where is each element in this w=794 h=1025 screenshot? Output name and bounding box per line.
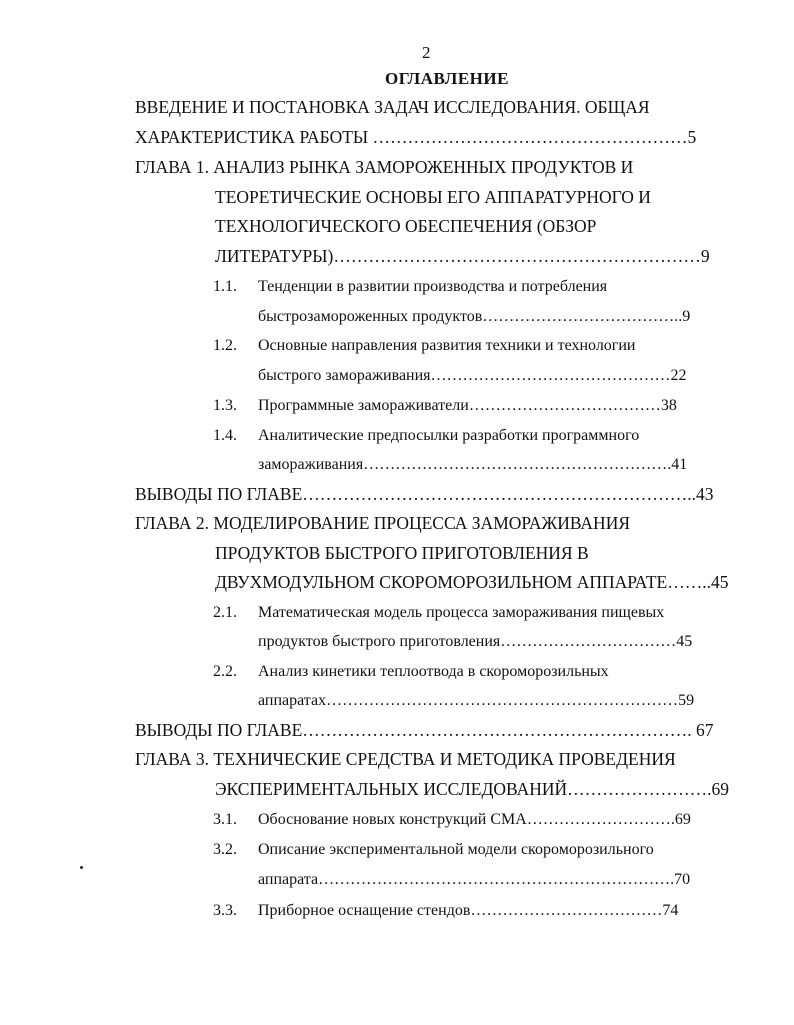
toc-line-chapter-1-cont: ЛИТЕРАТУРЫ)………………………………………………………9 bbox=[215, 246, 710, 266]
toc-line-section-3-3: Приборное оснащение стендов………………………………74 bbox=[258, 902, 679, 919]
toc-section-number: 1.4. bbox=[213, 427, 237, 444]
toc-line-conclusions-2: ВЫВОДЫ ПО ГЛАВЕ…………………………………………………………. 67 bbox=[135, 720, 714, 740]
toc-line-chapter-3: ГЛАВА 3. ТЕХНИЧЕСКИЕ СРЕДСТВА И МЕТОДИКА ПРОВЕДЕНИЯ bbox=[135, 749, 676, 769]
toc-line-introduction: ВВЕДЕНИЕ И ПОСТАНОВКА ЗАДАЧ ИССЛЕДОВАНИЯ. ОБЩАЯ bbox=[135, 97, 650, 117]
toc-section-number: 2.2. bbox=[213, 663, 237, 680]
toc-line-section-1-1-cont: быстрозамороженных продуктов………………………………..9 bbox=[258, 308, 691, 325]
scan-speck bbox=[80, 866, 83, 869]
toc-section-number: 3.2. bbox=[213, 841, 237, 858]
toc-line-chapter-2-cont: ДВУХМОДУЛЬНОМ СКОРОМОРОЗИЛЬНОМ АППАРАТЕ……..45 bbox=[215, 572, 729, 592]
toc-line-chapter-1-cont: ТЕОРЕТИЧЕСКИЕ ОСНОВЫ ЕГО АППАРАТУРНОГО И bbox=[215, 187, 651, 207]
toc-line-section-1-3: Программные замораживатели………………………………38 bbox=[258, 397, 677, 414]
toc-line-section-2-2: Анализ кинетики теплоотвода в скороморозильных bbox=[258, 663, 609, 680]
toc-line-section-3-1: Обоснование новых конструкций СМА……………………….69 bbox=[258, 811, 691, 828]
toc-line-section-1-4-cont: замораживания………………………………………………….41 bbox=[258, 456, 688, 473]
toc-line-conclusions-1: ВЫВОДЫ ПО ГЛАВЕ…………………………………………………………..43 bbox=[135, 484, 714, 504]
page-number: 2 bbox=[422, 43, 431, 62]
toc-line-section-2-2-cont: аппаратах…………………………………………………………59 bbox=[258, 692, 695, 709]
toc-title: ОГЛАВЛЕНИЕ bbox=[385, 69, 509, 88]
toc-line-section-3-2: Описание экспериментальной модели скороморозильного bbox=[258, 841, 654, 858]
toc-section-number: 3.3. bbox=[213, 902, 237, 919]
toc-line-section-2-1-cont: продуктов быстрого приготовления……………………………45 bbox=[258, 633, 693, 650]
toc-line-section-1-2: Основные направления развития техники и технологии bbox=[258, 337, 636, 354]
toc-section-number: 1.1. bbox=[213, 278, 237, 295]
toc-line-section-1-4: Аналитические предпосылки разработки программного bbox=[258, 427, 640, 444]
toc-line-introduction-cont: ХАРАКТЕРИСТИКА РАБОТЫ ………………………………………………5 bbox=[135, 127, 697, 147]
toc-line-chapter-2: ГЛАВА 2. МОДЕЛИРОВАНИЕ ПРОЦЕССА ЗАМОРАЖИВАНИЯ bbox=[135, 513, 630, 533]
toc-line-section-1-2-cont: быстрого замораживания………………………………………22 bbox=[258, 367, 687, 384]
toc-line-chapter-1: ГЛАВА 1. АНАЛИЗ РЫНКА ЗАМОРОЖЕННЫХ ПРОДУКТОВ И bbox=[135, 157, 634, 177]
toc-section-number: 1.2. bbox=[213, 337, 237, 354]
toc-line-chapter-3-cont: ЭКСПЕРИМЕНТАЛЬНЫХ ИССЛЕДОВАНИЙ…………………….69 bbox=[215, 779, 730, 799]
toc-line-section-2-1: Математическая модель процесса замораживания пищевых bbox=[258, 604, 665, 621]
toc-section-number: 2.1. bbox=[213, 604, 237, 621]
toc-line-chapter-2-cont: ПРОДУКТОВ БЫСТРОГО ПРИГОТОВЛЕНИЯ В bbox=[215, 543, 589, 563]
toc-section-number: 3.1. bbox=[213, 811, 237, 828]
toc-line-section-1-1: Тенденции в развитии производства и потребления bbox=[258, 278, 608, 295]
toc-section-number: 1.3. bbox=[213, 397, 237, 414]
toc-line-section-3-2-cont: аппарата………………………………………………………….70 bbox=[258, 871, 691, 888]
toc-line-chapter-1-cont: ТЕХНОЛОГИЧЕСКОГО ОБЕСПЕЧЕНИЯ (ОБЗОР bbox=[215, 216, 597, 236]
